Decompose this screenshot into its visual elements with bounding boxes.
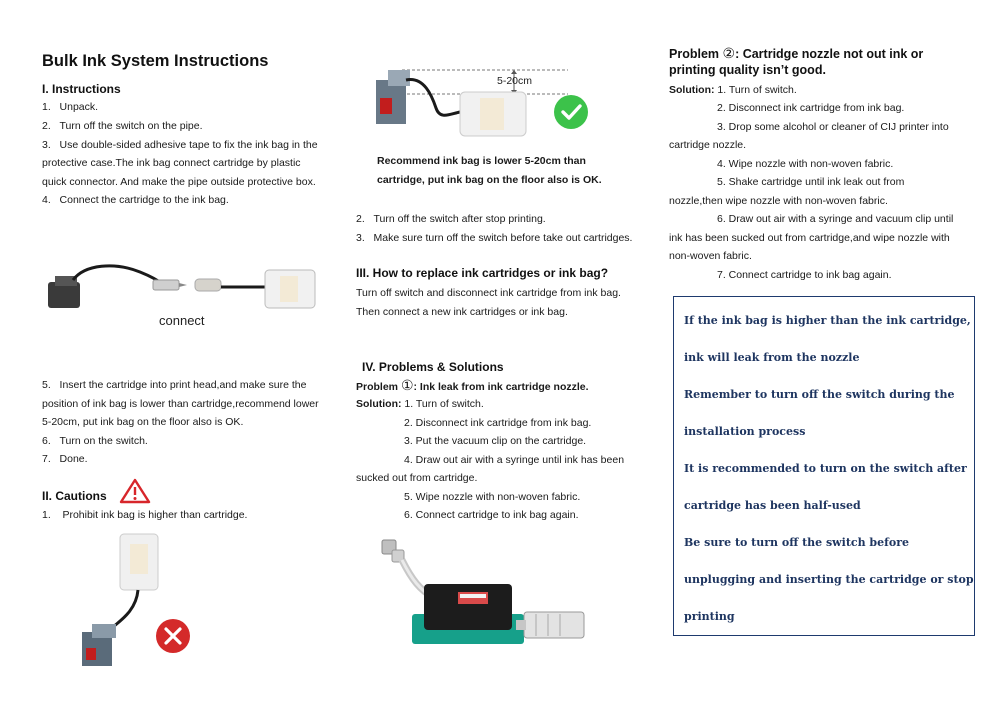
solution-1-step-2: 2. Disconnect ink cartridge from ink bag. (404, 417, 592, 429)
note-line: Remember to turn off the switch during the (684, 388, 955, 401)
step-7: 7. Done. (42, 453, 88, 465)
ink-bag-icon (265, 270, 315, 308)
wrong-position-illustration (78, 532, 196, 670)
connector-icon (382, 540, 404, 562)
note-line: cartridge has been half-used (684, 499, 861, 512)
solution-1-step-4: 4. Draw out air with a syringe until ink has been (404, 454, 625, 466)
step-4: 4. Connect the cartridge to the ink bag. (42, 194, 229, 206)
vacuum-clip-icon (412, 584, 524, 644)
syringe-illustration (376, 534, 588, 654)
ink-bag-icon (460, 92, 526, 136)
replace-line-1: Turn off switch and disconnect ink cartridge from ink bag. (356, 287, 621, 299)
note-line: installation process (684, 425, 806, 438)
solution-2-step-5: 5. Shake cartridge until ink leak out from (717, 176, 905, 188)
height-diagram (372, 66, 596, 150)
notes-box (673, 296, 975, 636)
ink-bag-icon (120, 534, 158, 590)
warning-triangle-icon (119, 477, 151, 505)
note-line: It is recommended to turn on the switch after (684, 462, 967, 475)
note-line: printing (684, 610, 735, 623)
step-5-cont: position of ink bag is lower than cartridge,recommend lower (42, 398, 319, 410)
page-title: Bulk Ink System Instructions (42, 52, 269, 70)
step-5-cont2: 5-20cm, put ink bag on the floor also is OK. (42, 416, 244, 428)
step-3-cont: protective case.The ink bag connect cartridge by plastic (42, 157, 301, 169)
note-line: ink will leak from the nozzle (684, 351, 860, 364)
caution-1: 1. Prohibit ink bag is higher than cartridge. (42, 509, 248, 521)
problem-2-title-cont: printing quality isn’t good. (669, 63, 826, 77)
syringe-icon (516, 612, 584, 638)
recommend-line-2: cartridge, put ink bag on the floor also is OK. (377, 174, 602, 186)
solution-1-step-3: 3. Put the vacuum clip on the cartridge. (404, 435, 587, 447)
replace-line-2: Then connect a new ink cartridges or ink bag. (356, 306, 568, 318)
problem-1-title: Problem ①: Ink leak from ink cartridge nozzle. (356, 377, 589, 393)
solution-2-step-6-cont2: non-woven fabric. (669, 250, 752, 262)
solution-1-line-1: Solution: 1. Turn of switch. (356, 398, 484, 410)
solution-2-step-4: 4. Wipe nozzle with non-woven fabric. (717, 158, 894, 170)
solution-1-step-5: 5. Wipe nozzle with non-woven fabric. (404, 491, 581, 503)
step-5: 5. Insert the cartridge into print head,and make sure the (42, 379, 307, 391)
solution-2-step-3: 3. Drop some alcohol or cleaner of CIJ printer into (717, 121, 949, 133)
note-line: unplugging and inserting the cartridge or stop (684, 573, 974, 586)
cartridge-icon (48, 276, 80, 308)
solution-2-step-6-cont: ink has been sucked out from cartridge,and wipe nozzle with (669, 232, 950, 244)
note-line: If the ink bag is higher than the ink cartridge, (684, 314, 971, 327)
step-3-cont2: quick connector. And make the pipe outside protective box. (42, 176, 316, 188)
recommend-line-1: Recommend ink bag is lower 5-20cm than (377, 155, 586, 167)
note-line: Be sure to turn off the switch before (684, 536, 909, 549)
caution-3: 3. Make sure turn off the switch before take out cartridges. (356, 232, 633, 244)
solution-2-line-1: Solution: 1. Turn of switch. (669, 84, 797, 96)
step-3: 3. Use double-sided adhesive tape to fix the ink bag in the (42, 139, 318, 151)
caution-2: 2. Turn off the switch after stop printing. (356, 213, 546, 225)
solution-1-step-6: 6. Connect cartridge to ink bag again. (404, 509, 579, 521)
ok-check-icon (554, 95, 588, 129)
print-head-icon (82, 624, 116, 666)
step-2: 2. Turn off the switch on the pipe. (42, 120, 203, 132)
replace-heading: III. How to replace ink cartridges or ink bag? (356, 266, 609, 280)
error-icon (156, 619, 190, 653)
solution-2-step-7: 7. Connect cartridge to ink bag again. (717, 269, 892, 281)
problems-heading: IV. Problems & Solutions (362, 360, 504, 374)
solution-2-step-3-cont: cartridge nozzle. (669, 139, 747, 151)
step-1: 1. Unpack. (42, 101, 99, 113)
solution-2-step-5-cont: nozzle,then wipe nozzle with non-woven fabric. (669, 195, 888, 207)
print-head-icon (376, 70, 410, 124)
step-6: 6. Turn on the switch. (42, 435, 148, 447)
instructions-heading: I. Instructions (42, 82, 121, 96)
connect-illustration (45, 262, 325, 314)
solution-2-step-6: 6. Draw out air with a syringe and vacuum clip until (717, 213, 954, 225)
solution-1-step-4-cont: sucked out from cartridge. (356, 472, 478, 484)
solution-2-step-2: 2. Disconnect ink cartridge from ink bag. (717, 102, 905, 114)
connect-label: connect (159, 313, 205, 328)
problem-2-title: Problem ②: Cartridge nozzle not out ink or (669, 45, 924, 61)
height-label: 5-20cm (497, 75, 533, 87)
cautions-heading: II. Cautions (42, 489, 107, 503)
